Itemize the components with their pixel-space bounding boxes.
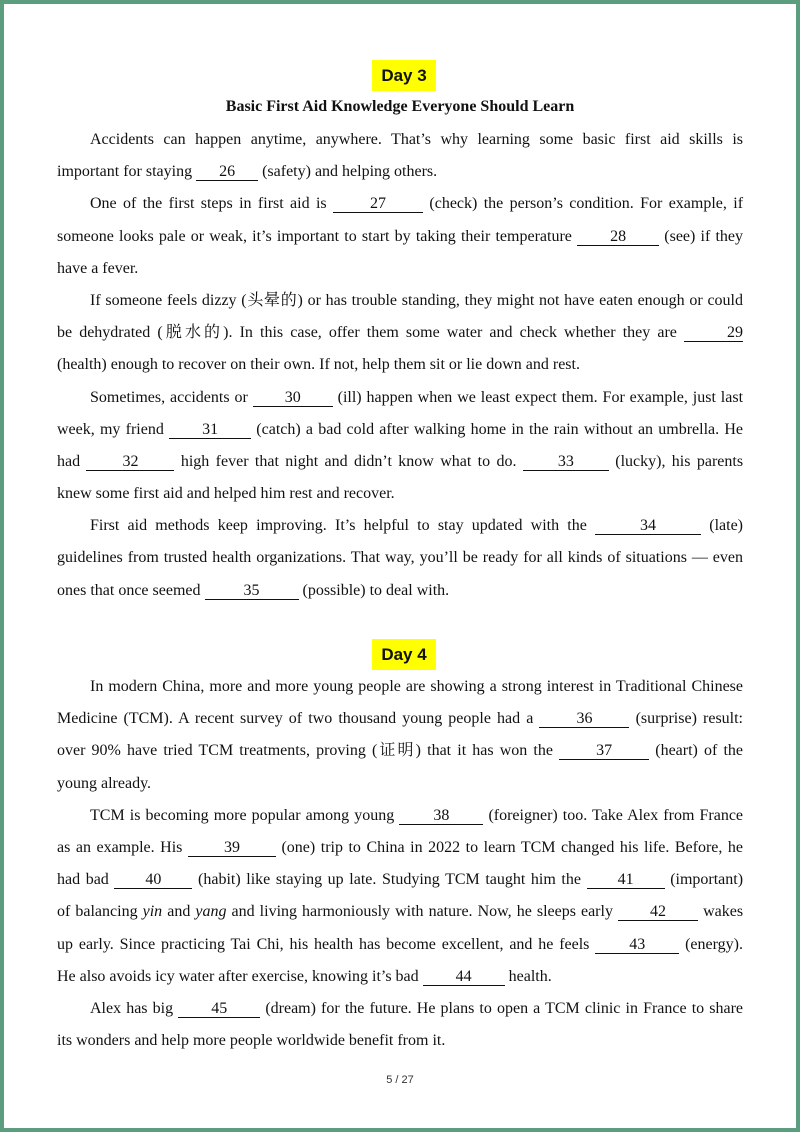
text-line [57,188,743,220]
text-line [57,896,743,928]
page-number: 5 / 27 [386,1074,414,1086]
answer-blank-44: 44 [423,968,505,986]
text-line [57,510,743,542]
answer-blank-33: 33 [523,453,609,471]
answer-blank-26: 26 [196,163,258,181]
text-line [57,253,743,285]
answer-blank-37: 37 [559,742,649,760]
text-segment: as an example. His [57,838,183,856]
text-segment: TCM is becoming more popular among young [90,806,395,824]
text-segment: important for staying [57,163,193,181]
day-4-passage [57,671,743,1057]
text-segment: If someone feels dizzy (头晕的) or has trouble standing, they might not have eaten enough or could [90,291,743,309]
text-line [57,478,743,510]
answer-blank-39: 39 [188,839,276,857]
text-line [57,961,743,993]
text-line [57,414,743,446]
text-segment: (habit) like staying up late. Studying TCM taught him the [198,871,581,889]
answer-blank-43: 43 [595,936,679,954]
text-segment: (heart) of the [655,742,744,760]
paragraph [57,993,743,1057]
text-segment: (lucky), his parents [615,452,744,470]
text-segment: (energy). [685,935,743,953]
text-line [57,929,743,961]
day-3-label: Day 3 [372,60,436,91]
text-segment: He also avoids icy water after exercise, knowing it’s bad [57,967,419,985]
text-segment: be dehydrated (脱水的). In this case, offer them some water and check whether they are [57,324,677,342]
text-line [57,285,743,317]
day-4-label: Day 4 [372,639,436,670]
answer-blank-45: 45 [178,1000,260,1018]
answer-blank-42: 42 [618,903,698,921]
paragraph [57,671,743,800]
text-line [57,864,743,896]
text-line [57,832,743,864]
text-segment: high fever that night and didn’t know what to do. [180,452,517,470]
text-line [57,768,743,800]
text-segment: Alex has big [90,999,174,1017]
text-segment: have a fever. [57,259,139,277]
text-line [57,382,743,414]
text-segment: and living harmoniously with nature. Now, he sleeps early [231,903,613,921]
text-segment: (one) trip to China in 2022 to learn TCM changed his life. Before, he [281,838,744,856]
answer-blank-31: 31 [169,421,251,439]
text-line [57,542,743,574]
paragraph [57,285,743,382]
text-line [57,1025,743,1057]
paragraph [57,124,743,188]
italic-term: yang [195,903,227,921]
text-segment: guidelines from trusted health organizations. That way, you’ll be ready for all kinds of situations — even [57,549,743,567]
text-segment: ones that once seemed [57,581,201,599]
text-segment: (see) if they [664,227,744,245]
answer-blank-27: 27 [333,195,423,213]
text-segment: wakes [703,903,744,921]
text-segment: (safety) and helping others. [262,163,438,181]
paragraph [57,188,743,285]
text-segment: Sometimes, accidents or [90,388,248,406]
answer-blank-38: 38 [399,807,483,825]
text-line [57,317,743,349]
text-segment: had [57,452,81,470]
text-segment: (health) enough to recover on their own. If not, help them sit or lie down and rest. [57,356,580,374]
text-line [57,221,743,253]
text-segment: (dream) for the future. He plans to open a TCM clinic in France to share [265,999,744,1017]
answer-blank-29: 29 [684,324,743,342]
text-segment: (possible) to deal with. [302,581,450,599]
text-segment: (check) the person’s condition. For example, if [429,195,744,213]
text-segment: over 90% have tried TCM treatments, proving (证明) that it has won the [57,742,553,760]
text-line [57,349,743,381]
text-segment: One of the first steps in first aid is [90,195,327,213]
answer-blank-41: 41 [587,871,665,889]
text-line [57,703,743,735]
text-segment: (foreigner) too. Take Alex from France [488,806,744,824]
answer-blank-32: 32 [86,453,174,471]
text-segment: week, my friend [57,420,164,438]
day-3-passage [57,124,743,607]
text-segment: its wonders and help more people worldwide benefit from it. [57,1032,446,1050]
text-segment: (ill) happen when we least expect them. For example, just last [337,388,744,406]
text-segment: health. [508,967,552,985]
text-segment: of balancing [57,903,138,921]
paragraph [57,382,743,511]
text-segment: young already. [57,774,152,792]
paragraph [57,800,743,993]
answer-blank-35: 35 [205,582,299,600]
text-line [57,575,743,607]
text-segment: and [167,903,191,921]
text-segment: up early. Since practicing Tai Chi, his health has become excellent, and he feels [57,935,590,953]
text-line [57,735,743,767]
answer-blank-28: 28 [577,228,659,246]
italic-term: yin [142,903,163,921]
text-line [57,671,743,703]
text-line [57,993,743,1025]
text-segment: Medicine (TCM). A recent survey of two thousand young people had a [57,710,534,728]
answer-blank-40: 40 [114,871,192,889]
passage-title: Basic First Aid Knowledge Everyone Should Learn [225,98,575,115]
answer-blank-30: 30 [253,389,333,407]
text-segment: First aid methods keep improving. It’s helpful to stay updated with the [90,517,587,535]
text-segment: had bad [57,871,109,889]
text-segment: someone looks pale or weak, it’s important to start by taking their temperature [57,227,572,245]
paragraph [57,510,743,607]
text-line [57,156,743,188]
text-segment: (late) [709,517,743,535]
answer-blank-34: 34 [595,517,701,535]
text-segment: knew some first aid and helped him rest and recover. [57,485,395,503]
text-segment: In modern China, more and more young people are showing a strong interest in Traditional Chinese [90,678,743,695]
answer-blank-36: 36 [539,710,629,728]
text-segment: Accidents can happen anytime, anywhere. That’s why learning some basic first aid skills is [90,131,743,148]
text-line [57,446,743,478]
text-line [57,124,743,156]
text-line [57,800,743,832]
text-segment: (catch) a bad cold after walking home in the rain without an umbrella. He [256,420,744,438]
text-segment: (surprise) result: [635,710,744,728]
text-segment: (important) [670,871,744,889]
